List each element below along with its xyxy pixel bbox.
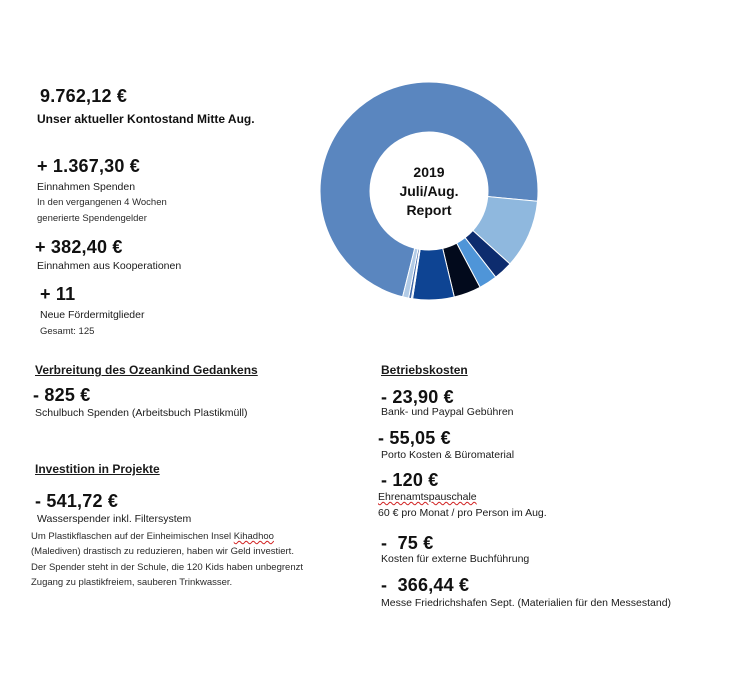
donations-amount: + 1.367,30 € [37,156,140,176]
members-label: Neue Fördermitglieder [40,309,145,321]
investment-desc-1 [31,529,274,544]
donut-center-report: Report [406,202,452,218]
investment-label: Wasserspender inkl. Filtersystem [37,513,192,525]
donations-label: Einnahmen Spenden [37,181,136,193]
members-total: Gesamt: 125 [40,326,95,337]
coop-label: Einnahmen aus Kooperationen [37,260,182,272]
operating-label: Messe Friedrichshafen Sept. (Materialien für den Messestand) [381,597,672,609]
investment-amount: - 541,72 € [35,491,119,511]
investment-heading: Investition in Projekte [35,462,160,476]
members-amount: + 11 [40,284,76,304]
operating-label: Porto Kosten & Büromaterial [381,449,515,461]
operating-label: Ehrenamtspauschale [378,491,477,503]
investment-desc-3: Der Spender steht in der Schule, die 120 Kids haben unbegrenzt [31,562,303,573]
operating-amount: - 75 € [381,533,434,553]
balance-label: Unser aktueller Kontostand Mitte Aug. [37,112,255,126]
donut-center-label [318,163,540,220]
operating-amount: - 23,90 € [381,387,454,407]
donut-center-year: 2019 [413,164,445,180]
operating-amount: - 55,05 € [378,428,451,448]
operating-label: Kosten für externe Buchführung [381,553,530,565]
investment-desc-1a: Um Plastikflaschen auf der Einheimischen Insel [31,531,234,542]
outreach-label: Schulbuch Spenden (Arbeitsbuch Plastikmüll) [35,407,248,419]
operating-heading: Betriebskosten [381,363,468,377]
investment-desc-4: Zugang zu plastikfreiem, sauberen Trinkwasser. [31,577,233,588]
outreach-heading: Verbreitung des Ozeankind Gedankens [35,363,258,377]
operating-note: 60 € pro Monat / pro Person im Aug. [378,507,547,519]
coop-amount: + 382,40 € [35,237,123,257]
operating-label: Bank- und Paypal Gebühren [381,406,514,418]
donations-note-1: In den vergangenen 4 Wochen [37,197,167,208]
donations-note-2: generierte Spendengelder [37,213,147,224]
investment-desc-2: (Malediven) drastisch zu reduzieren, haben wir Geld investiert. [31,546,294,557]
balance-amount: 9.762,12 € [40,86,128,106]
investment-desc-1b: Kihadhoo [233,531,274,542]
donut-center-period: Juli/Aug. [399,183,459,199]
operating-amount: - 120 € [381,470,439,490]
outreach-amount: - 825 € [33,385,91,405]
operating-amount: - 366,44 € [381,575,470,595]
